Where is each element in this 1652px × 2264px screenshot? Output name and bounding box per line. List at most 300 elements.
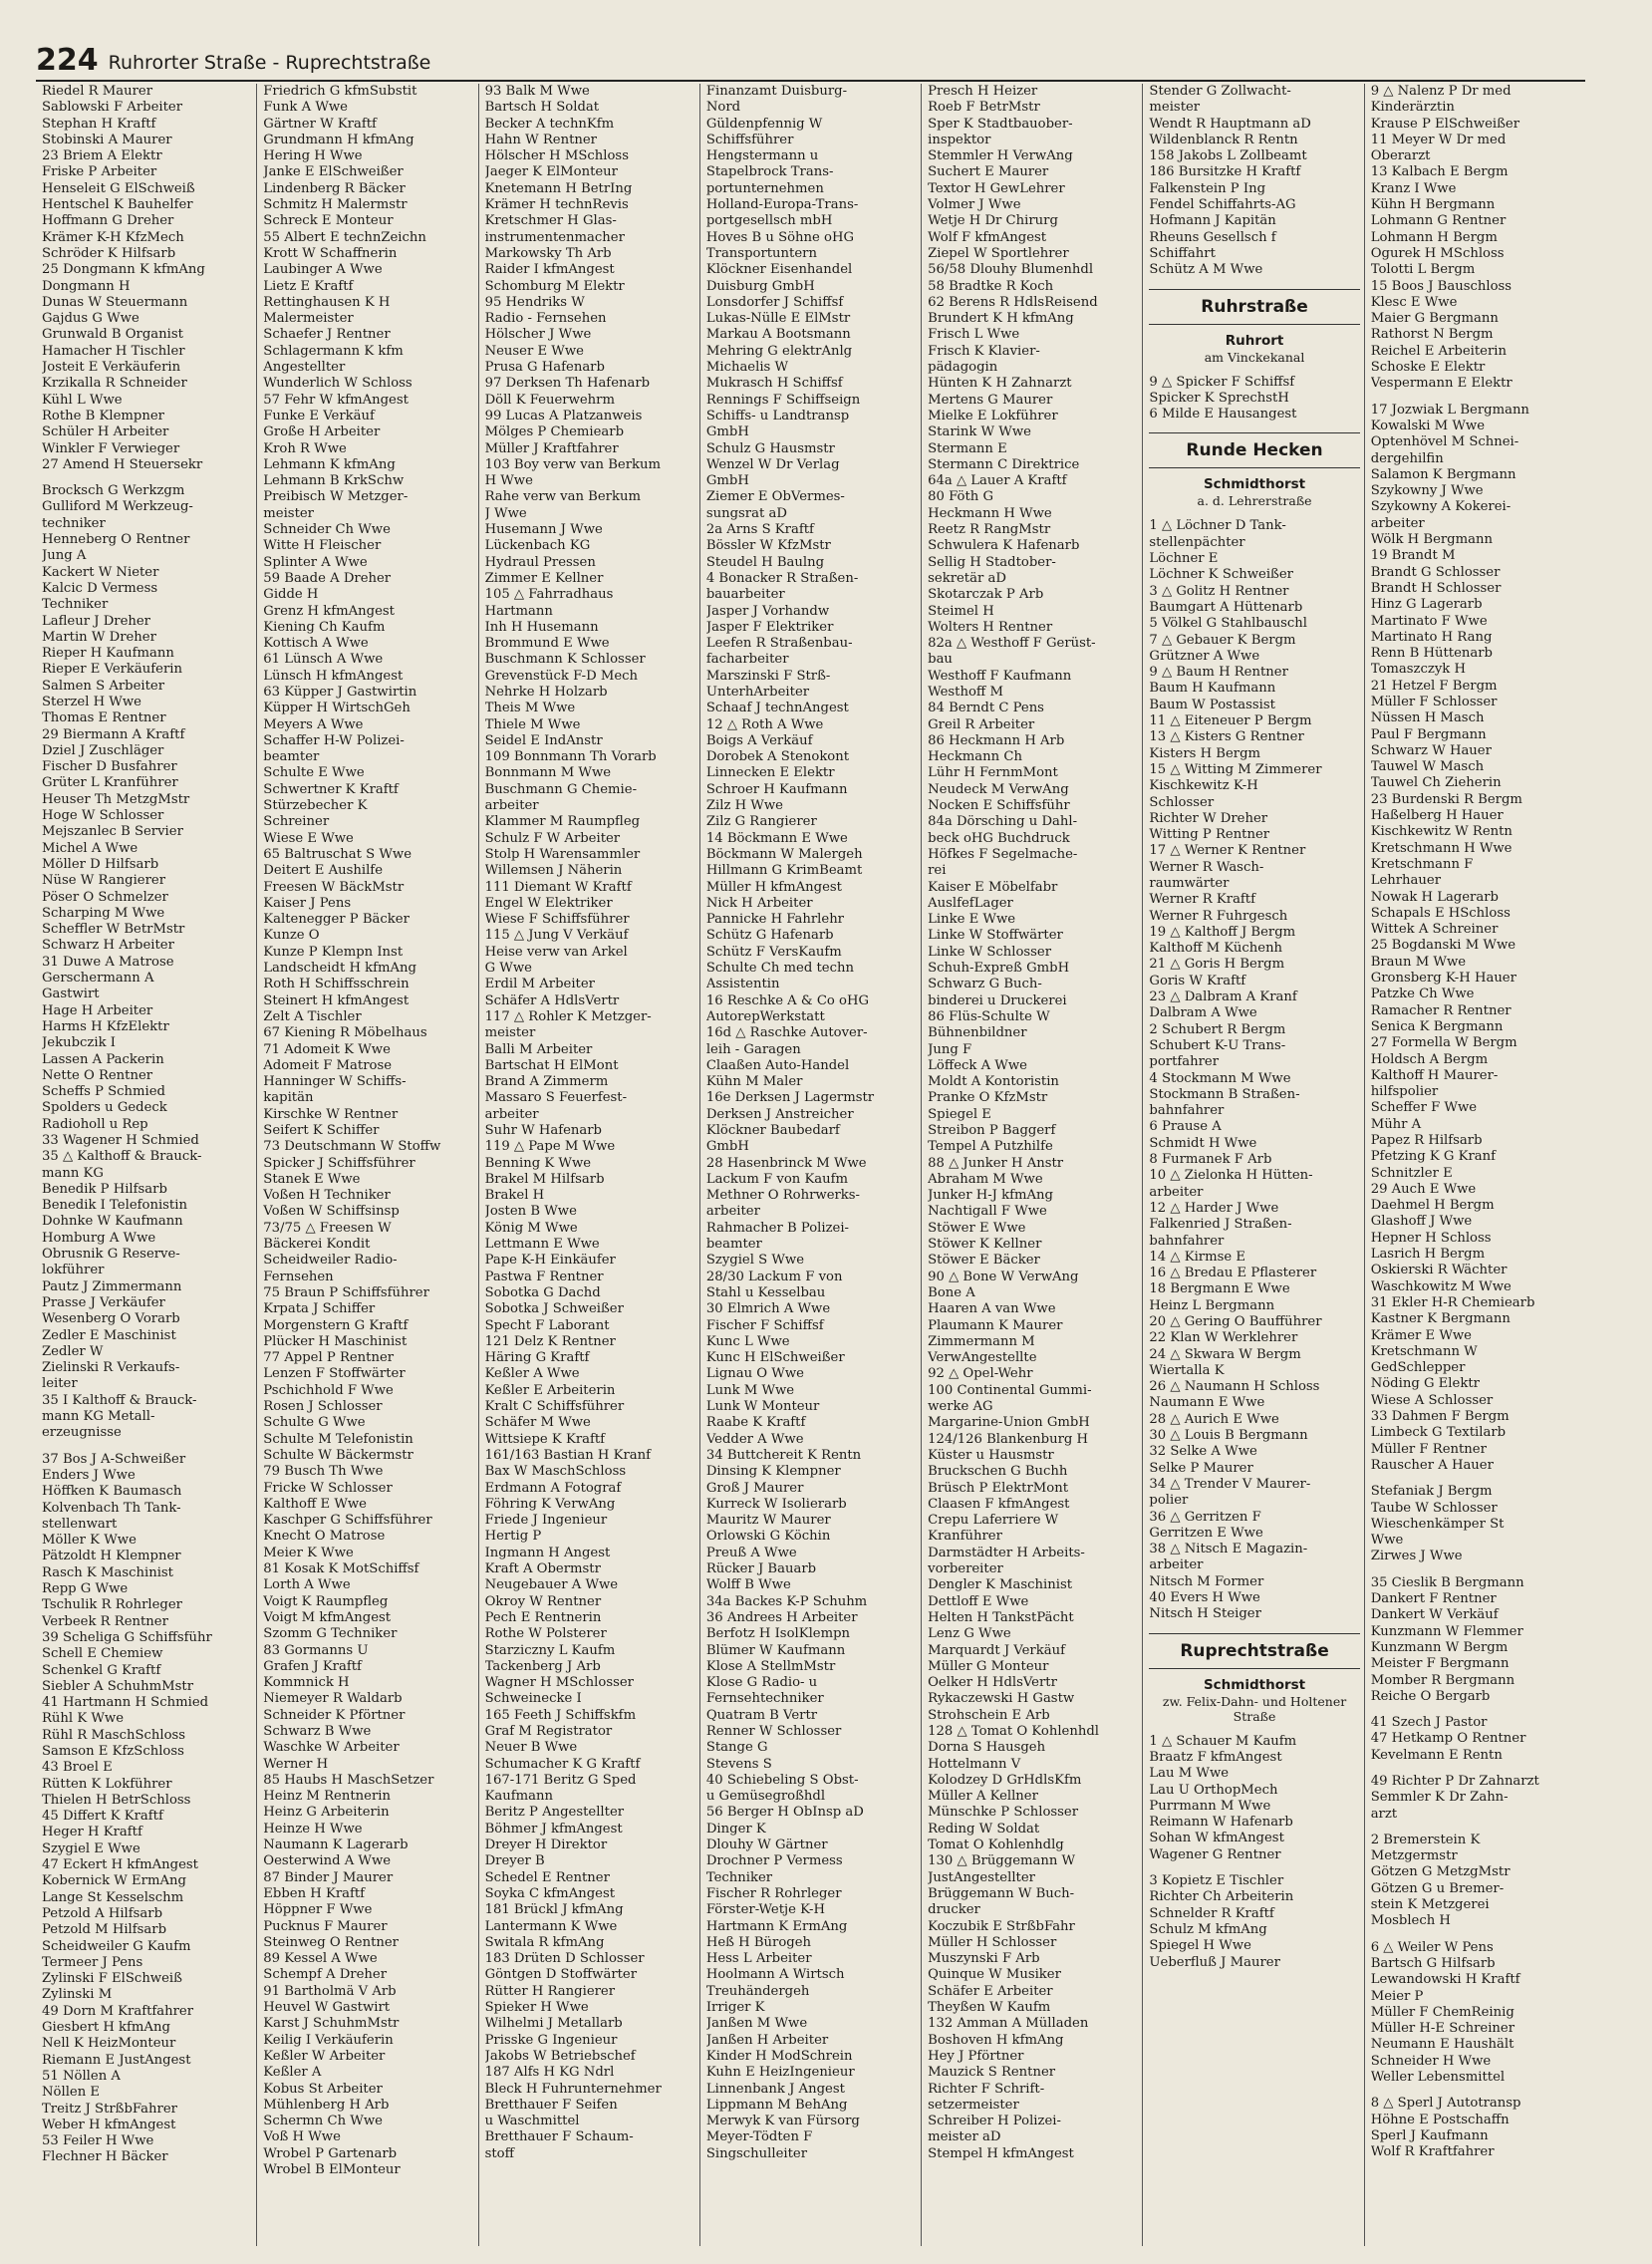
directory-entry: Jung F: [928, 1041, 972, 1057]
directory-entry: Zirwes J Wwe: [1370, 1549, 1463, 1564]
directory-entry: 12 △ Harder J Wwe: [1149, 1200, 1279, 1216]
directory-entry: 86 Heckmann H Arb: [928, 732, 1065, 748]
directory-entry: Szykowny A Kokerei-: [1370, 499, 1512, 515]
directory-entry: Fischer R Rohrleger: [705, 1885, 842, 1901]
directory-entry: Braatz F kfmAngest: [1149, 1749, 1282, 1765]
directory-entry: stein K Metzgerei: [1370, 1897, 1490, 1913]
directory-entry: Markowsky Th Arb: [484, 245, 612, 261]
directory-entry: Höfkes F Segelmache-: [928, 846, 1078, 862]
directory-entry: 19 △ Kalthoff J Bergm: [1149, 924, 1296, 940]
directory-entry: Westhoff F Kaufmann: [928, 668, 1072, 684]
directory-entry: Wittek A Schreiner: [1370, 922, 1499, 938]
directory-entry: Klammer M Raumpfleg: [484, 814, 641, 830]
directory-entry: 92 △ Opel-Wehr: [928, 1366, 1033, 1382]
directory-entry: Schaaf J technAngest: [705, 701, 849, 716]
directory-entry: Abraham M Wwe: [928, 1171, 1043, 1187]
directory-entry: bahnfahrer: [1149, 1103, 1225, 1119]
directory-entry: Klose G Radio- u: [705, 1675, 818, 1691]
directory-entry: Meier K Wwe: [263, 1545, 354, 1560]
directory-entry: arbeiter: [1370, 515, 1425, 531]
directory-entry: Steimel H: [928, 603, 994, 619]
directory-entry: Zylinski M: [42, 1987, 113, 2003]
directory-entry: 31 Ekler H-R Chemiearb: [1370, 1294, 1535, 1310]
directory-entry: Landscheidt H kfmAng: [263, 961, 416, 977]
directory-entry: Stempel H kfmAngest: [928, 2145, 1074, 2161]
directory-entry: Adomeit F Matrose: [263, 1057, 393, 1073]
directory-entry: Heinze H Wwe: [263, 1821, 363, 1837]
directory-entry: Keilig I Verkäuferin: [263, 2032, 394, 2048]
directory-entry: Lindenberg R Bäcker: [263, 180, 406, 196]
directory-entry: Schuh-Expreß GmbH: [928, 961, 1070, 977]
directory-entry: meister: [484, 1025, 536, 1041]
street-heading: Ruprechtstraße: [1149, 1633, 1359, 1669]
directory-entry: Keßler A Wwe: [484, 1366, 580, 1382]
directory-entry: Böhmer J kfmAngest: [484, 1821, 623, 1837]
directory-entry: 99 Lucas A Platzanweis: [484, 408, 643, 424]
directory-entry: Graf M Registrator: [484, 1723, 613, 1739]
directory-entry: Pschichhold F Wwe: [263, 1382, 394, 1398]
directory-entry: Krpata J Schiffer: [263, 1301, 376, 1317]
directory-entry: Morgenstern G Kraftf: [263, 1317, 409, 1333]
directory-entry: 14 Böckmann E Wwe: [705, 830, 848, 846]
directory-entry: Voßen H Techniker: [263, 1188, 391, 1204]
directory-entry: mann KG: [42, 1165, 104, 1181]
directory-entry: beck oHG Buchdruck: [928, 830, 1070, 846]
directory-entry: Raider I kfmAngest: [484, 262, 615, 278]
directory-entry: Voigt K Raumpfleg: [263, 1593, 389, 1609]
directory-entry: Methner O Rohrwerks-: [705, 1188, 861, 1204]
directory-entry: Mölges P Chemiearb: [484, 424, 625, 440]
directory-entry: 167-171 Beritz G Sped: [484, 1772, 637, 1788]
directory-entry: Lantermann K Wwe: [484, 1918, 618, 1934]
directory-entry: Schreiber H Polizei-: [928, 2114, 1061, 2129]
directory-entry: Klesc E Wwe: [1370, 294, 1458, 310]
directory-entry: Jung A: [42, 548, 87, 564]
directory-entry: Dengler K Maschinist: [928, 1577, 1073, 1593]
directory-entry: Salmen S Arbeiter: [42, 678, 165, 694]
directory-entry: Schreck E Monteur: [263, 213, 394, 229]
directory-entry: Engel W Elektriker: [484, 895, 613, 911]
directory-entry: 59 Baade A Dreher: [263, 570, 392, 586]
directory-entry: Keßler E Arbeiterin: [484, 1382, 616, 1398]
directory-entry: Rauscher A Hauer: [1370, 1457, 1494, 1473]
directory-entry: 57 Fehr W kfmAngest: [263, 392, 409, 408]
directory-entry: 124/126 Blankenburg H: [928, 1431, 1089, 1447]
directory-entry: raumwärter: [1149, 875, 1230, 891]
directory-entry: Wieschenkämper St: [1370, 1516, 1505, 1532]
directory-entry: Strohschein E Arb: [928, 1707, 1050, 1723]
directory-entry: Papez R Hilfsarb: [1370, 1133, 1483, 1148]
directory-entry: Schulz M kfmAng: [1149, 1921, 1267, 1937]
directory-entry: Müller A Kellner: [928, 1789, 1038, 1805]
directory-entry: Tolotti L Bergm: [1370, 262, 1476, 278]
directory-column-3: [479, 84, 700, 2246]
directory-entry: 81 Kosak K MotSchiffsf: [263, 1561, 419, 1577]
directory-entry: Lückenbach KG: [484, 538, 591, 554]
directory-entry: Rahmacher B Polizei-: [705, 1220, 850, 1236]
directory-entry: Wesenberg O Vorarb: [42, 1311, 180, 1327]
directory-entry: 183 Drüten D Schlosser: [484, 1951, 645, 1967]
directory-entry: Rahe verw van Berkum: [484, 489, 641, 505]
directory-entry: Grützner A Wwe: [1149, 648, 1260, 664]
directory-entry: 29 Auch E Wwe: [1370, 1181, 1477, 1197]
directory-entry: Voß H Wwe: [263, 2129, 341, 2145]
directory-entry: 7 △ Gebauer K Bergm: [1149, 632, 1296, 648]
directory-entry: Sterzel H Wwe: [42, 694, 141, 709]
directory-entry: Spiegel E: [928, 1106, 991, 1122]
district-name: Ruhrort: [1225, 332, 1284, 349]
directory-entry: Grafen J Kraftf: [263, 1658, 362, 1674]
directory-entry: dergehilfin: [1370, 450, 1444, 466]
directory-entry: 6 Prause A: [1149, 1119, 1222, 1135]
directory-entry: Küpper H WirtschGeh: [263, 701, 411, 716]
directory-entry: 95 Hendriks W: [484, 294, 585, 310]
directory-entry: Hölscher J Wwe: [484, 327, 592, 343]
directory-entry: Mertens G Maurer: [928, 392, 1053, 408]
directory-entry: Wetje H Dr Chirurg: [928, 213, 1058, 229]
directory-entry: Nitsch M Former: [1149, 1573, 1264, 1589]
directory-entry: Kaltenegger P Bäcker: [263, 912, 410, 928]
directory-entry: Berfotz H IsolKlempn: [705, 1626, 851, 1642]
directory-entry: 17 Jozwiak L Bergmann: [1370, 402, 1529, 418]
directory-entry: Ziepel W Sportlehrer: [928, 245, 1069, 261]
directory-entry: Mosblech H: [1370, 1913, 1451, 1929]
directory-entry: Pöser O Schmelzer: [42, 889, 168, 905]
directory-entry: stellenpächter: [1149, 534, 1245, 550]
directory-entry: 28/30 Lackum F von: [705, 1269, 843, 1284]
directory-entry: Textor H GewLehrer: [928, 180, 1065, 196]
directory-entry: 187 Alfs H KG Ndrl: [484, 2065, 615, 2081]
directory-entry: Wildenblanck R Rentn: [1149, 132, 1298, 147]
directory-entry: Kowalski M Wwe: [1370, 418, 1486, 433]
directory-entry: Ingmann H Angest: [484, 1545, 611, 1560]
directory-entry: 24 △ Skwara W Bergm: [1149, 1346, 1301, 1362]
directory-entry: Irriger K: [705, 2000, 765, 2016]
directory-entry: Kretschmann H Wwe: [1370, 840, 1513, 856]
directory-entry: Rosen J Schlosser: [263, 1399, 383, 1415]
directory-entry: stellenwart: [42, 1516, 118, 1532]
directory-entry: Kunc H ElSchweißer: [705, 1350, 845, 1366]
directory-entry: Okroy W Rentner: [484, 1593, 602, 1609]
directory-entry: Mühlenberg H Arb: [263, 2097, 390, 2113]
directory-entry: Lukas-Nülle E ElMstr: [705, 311, 851, 327]
directory-entry: Kalcic D Vermess: [42, 580, 158, 596]
district-location: zw. Felix-Dahn- und Holtener Straße: [1162, 1693, 1347, 1724]
directory-entry: Haßelberg H Hauer: [1370, 808, 1504, 824]
directory-entry: Kranführer: [928, 1529, 1002, 1545]
directory-entry: leiter: [42, 1376, 78, 1392]
directory-entry: Nick H Arbeiter: [705, 895, 813, 911]
directory-entry: Siebler A SchuhmMstr: [42, 1678, 194, 1694]
directory-entry: Pranke O KfzMstr: [928, 1090, 1048, 1106]
directory-entry: Spolders u Gedeck: [42, 1100, 167, 1116]
directory-entry: Heinz L Bergmann: [1149, 1297, 1275, 1313]
directory-entry: Wrobel P Gartenarb: [263, 2145, 398, 2161]
directory-entry: Nitsch H Steiger: [1149, 1606, 1261, 1622]
directory-entry: Martinato H Rang: [1370, 629, 1493, 645]
directory-entry: Klose A StellmMstr: [705, 1658, 836, 1674]
directory-entry: Frisch L Wwe: [928, 327, 1020, 343]
directory-entry: Boshoven H kfmAng: [928, 2032, 1064, 2048]
directory-entry: vorbereiter: [928, 1561, 1003, 1577]
directory-entry: Scheffer F Wwe: [1370, 1100, 1478, 1116]
directory-entry: Switala R kfmAng: [484, 1934, 605, 1950]
directory-entry: hilfspolier: [1370, 1084, 1439, 1100]
directory-entry: Transportuntern: [705, 245, 817, 261]
directory-entry: Renner W Schlosser: [705, 1723, 842, 1739]
directory-entry: Schoske E Elektr: [1370, 360, 1486, 376]
directory-entry: Krott W Schaffnerin: [263, 245, 398, 261]
directory-entry: Schulz F W Arbeiter: [484, 830, 621, 846]
directory-entry: Brüggemann W Buch-: [928, 1885, 1075, 1901]
directory-entry: Kranz I Wwe: [1370, 180, 1457, 196]
directory-entry: Lettmann E Wwe: [484, 1237, 600, 1253]
directory-entry: Lafleur J Dreher: [42, 613, 150, 629]
directory-entry: Fricke W Schlosser: [263, 1480, 393, 1496]
directory-entry: Finanzamt Duisburg-: [705, 84, 848, 99]
directory-entry: 35 Cieslik B Bergmann: [1370, 1574, 1524, 1590]
directory-entry: Mukrasch H Schiffsf: [705, 376, 843, 392]
directory-entry: 37 Bos J A-Schweißer: [42, 1451, 186, 1467]
directory-entry: portfahrer: [1149, 1054, 1220, 1070]
directory-entry: 27 Amend H Steuersekr: [42, 456, 203, 472]
directory-entry: Baumgart A Hüttenarb: [1149, 599, 1303, 615]
directory-entry: Heß H Bürogeh: [705, 1934, 812, 1950]
directory-entry: Rothe W Polsterer: [484, 1626, 607, 1642]
directory-entry: Hamacher H Tischler: [42, 343, 185, 359]
directory-entry: 3 Kopietz E Tischler: [1149, 1873, 1284, 1889]
directory-entry: Starziczny L Kaufm: [484, 1642, 616, 1658]
directory-entry: Kroh R Wwe: [263, 440, 347, 456]
directory-entry: polier: [1149, 1493, 1189, 1509]
directory-entry: 39 Scheliga G Schiffsführ: [42, 1629, 212, 1645]
directory-entry: Petzold A Hilfsarb: [42, 1905, 163, 1921]
directory-entry: Preuß A Wwe: [705, 1545, 797, 1560]
directory-entry: Stahl u Kesselbau: [705, 1284, 826, 1300]
directory-entry: Schäfer A HdlsVertr: [484, 992, 620, 1008]
directory-entry: Kuhn E HeizIngenieur: [705, 2065, 855, 2081]
directory-entry: Lackum F von Kaufm: [705, 1171, 849, 1187]
directory-entry: UnterhArbeiter: [705, 684, 810, 700]
directory-entry: Kobernick W ErmAng: [42, 1873, 186, 1889]
directory-entry: Reimann W Hafenarb: [1149, 1815, 1293, 1831]
directory-entry: Reichel E Arbeiterin: [1370, 343, 1507, 359]
directory-entry: 23 △ Dalbram A Kranf: [1149, 990, 1297, 1005]
directory-entry: Renn B Hüttenarb: [1370, 646, 1493, 662]
directory-entry: Schäfer M Wwe: [484, 1415, 591, 1431]
directory-entry: Fischer D Busfahrer: [42, 759, 177, 775]
directory-entry: 62 Berens R HdlsReisend: [928, 294, 1098, 310]
directory-entry: portgesellsch mbH: [705, 213, 833, 229]
directory-entry: Buschmann K Schlosser: [484, 652, 646, 668]
directory-entry: arzt: [1370, 1806, 1398, 1822]
street-heading: Runde Hecken: [1149, 432, 1359, 468]
directory-entry: Holdsch A Bergm: [1370, 1051, 1489, 1067]
directory-entry: Baum W Postassist: [1149, 697, 1275, 712]
directory-entry: 85 Haubs H MaschSetzer: [263, 1772, 434, 1788]
directory-entry: Schwarz H Arbeiter: [42, 938, 174, 954]
directory-entry: 79 Busch Th Wwe: [263, 1464, 384, 1480]
directory-entry: Zylinski F ElSchweiß: [42, 1971, 182, 1987]
directory-entry: meister aD: [928, 2129, 1001, 2145]
directory-entry: Presch H Heizer: [928, 84, 1038, 99]
directory-entry: Rathorst N Bergm: [1370, 327, 1494, 343]
directory-entry: 84 Berndt C Pens: [928, 701, 1044, 716]
directory-entry: GmbH: [705, 424, 749, 440]
directory-entry: 45 Differt K Kraftf: [42, 1809, 163, 1825]
directory-entry: 35 △ Kalthoff & Brauck-: [42, 1149, 202, 1165]
directory-entry: Schwulera K Hafenarb: [928, 538, 1080, 554]
directory-entry: Müller H Schlosser: [928, 1934, 1057, 1950]
directory-entry: Lange St Kesselschm: [42, 1889, 184, 1905]
directory-entry: Niemeyer R Waldarb: [263, 1691, 403, 1707]
directory-entry: Junker H-J kfmAng: [928, 1188, 1053, 1204]
directory-entry: Moldt A Kontoristin: [928, 1074, 1059, 1090]
directory-entry: Reetz R RangMstr: [928, 522, 1051, 538]
directory-entry: Wolff B Wwe: [705, 1577, 791, 1593]
directory-entry: sekretär aD: [928, 570, 1006, 586]
directory-entry: 49 Richter P Dr Zahnarzt: [1370, 1773, 1539, 1789]
directory-entry: Dreyer B: [484, 1853, 545, 1869]
directory-entry: Linnenbank J Angest: [705, 2081, 845, 2097]
directory-entry: 9 △ Nalenz P Dr med: [1370, 84, 1512, 99]
directory-entry: Lühr H FernmMont: [928, 765, 1058, 781]
directory-entry: 6 △ Weiler W Pens: [1370, 1939, 1494, 1955]
directory-entry: 29 Biermann A Kraftf: [42, 726, 185, 742]
directory-entry: Kischkewitz W Rentn: [1370, 824, 1513, 840]
directory-entry: Blümer W Kaufmann: [705, 1642, 846, 1658]
directory-entry: Naumann E Wwe: [1149, 1395, 1265, 1411]
entry-gap: [1371, 1474, 1581, 1484]
directory-entry: J Wwe: [484, 505, 527, 521]
directory-entry: 10 △ Zielonka H Hütten-: [1149, 1168, 1313, 1184]
directory-entry: Semmler K Dr Zahn-: [1370, 1790, 1509, 1806]
directory-entry: Rasch K Maschinist: [42, 1564, 173, 1580]
directory-entry: Angestellter: [263, 360, 346, 376]
directory-entry: Becker A technKfm: [484, 116, 615, 132]
directory-entry: Heinz G Arbeiterin: [263, 1805, 390, 1821]
directory-entry: Jakobs W Betriebschef: [484, 2048, 636, 2064]
directory-entry: Brommund E Wwe: [484, 636, 610, 652]
directory-entry: Rücker J Bauarb: [705, 1561, 817, 1577]
directory-entry: Schaffer H-W Polizei-: [263, 732, 405, 748]
directory-entry: Maier G Bergmann: [1370, 311, 1499, 327]
directory-entry: Ebben H Kraftf: [263, 1885, 366, 1901]
directory-entry: Benedik P Hilfsarb: [42, 1181, 167, 1197]
directory-entry: Gerschermann A: [42, 971, 154, 987]
directory-entry: Mielke E Lokführer: [928, 408, 1058, 424]
directory-entry: Zilz H Wwe: [705, 798, 783, 814]
directory-entry: 55 Albert E technZeichn: [263, 229, 426, 245]
directory-entry: meister: [1149, 100, 1201, 116]
directory-entry: Westhoff M: [928, 684, 1003, 700]
directory-entry: Naumann K Lagerarb: [263, 1838, 409, 1853]
directory-entry: Schmidt H Wwe: [1149, 1135, 1257, 1151]
directory-entry: Limbeck G Textilarb: [1370, 1425, 1507, 1441]
directory-entry: arbeiter: [705, 1204, 760, 1220]
directory-entry: Tschulik R Rohrleger: [42, 1597, 182, 1613]
directory-entry: Wagener G Rentner: [1149, 1846, 1281, 1862]
directory-entry: 65 Baltruschat S Wwe: [263, 846, 412, 862]
directory-entry: Gerritzen E Wwe: [1149, 1525, 1263, 1541]
directory-entry: Krause P ElSchweißer: [1370, 116, 1520, 132]
directory-entry: Göntgen D Stoffwärter: [484, 1967, 638, 1983]
directory-entry: Marquardt J Verkäuf: [928, 1642, 1065, 1658]
directory-entry: Schwarz B Wwe: [263, 1723, 372, 1739]
directory-entry: Rennings F Schiffseign: [705, 392, 861, 408]
directory-entry: 28 Hasenbrinck M Wwe: [705, 1155, 867, 1171]
directory-entry: Pätzoldt H Klempner: [42, 1549, 181, 1564]
directory-entry: Waschkowitz M Wwe: [1370, 1278, 1512, 1294]
directory-entry: Lau U OrthopMech: [1149, 1782, 1278, 1798]
directory-entry: Schomburg M Elektr: [484, 278, 625, 294]
directory-entry: 40 Schiebeling S Obst-: [705, 1772, 859, 1788]
directory-entry: Höhne E Postschaffn: [1370, 2112, 1510, 2127]
directory-entry: Steinert H kfmAngest: [263, 992, 410, 1008]
directory-entry: Karst J SchuhmMstr: [263, 2016, 400, 2032]
directory-entry: Rütten K Lokführer: [42, 1776, 172, 1792]
directory-entry: Janßen M Wwe: [705, 2016, 808, 2032]
directory-entry: Schiffs- u Landtransp: [705, 408, 850, 424]
directory-entry: 61 Lünsch A Wwe: [263, 652, 384, 668]
directory-entry: Bäckerei Kondit: [263, 1237, 371, 1253]
directory-entry: Kraft A Obermstr: [484, 1561, 601, 1577]
directory-entry: Knecht O Matrose: [263, 1529, 386, 1545]
directory-entry: Stermann E: [928, 440, 1007, 456]
directory-entry: Kaiser E Möbelfabr: [928, 879, 1058, 895]
directory-entry: 6 Milde E Hausangest: [1149, 407, 1297, 423]
directory-entry: Tauwel Ch Zieherin: [1370, 775, 1502, 791]
directory-entry: Hengstermann u: [705, 148, 819, 164]
directory-entry: Starink W Wwe: [928, 424, 1031, 440]
directory-entry: Mejszanlec B Servier: [42, 824, 183, 840]
directory-entry: Pfetzing K G Kranf: [1370, 1149, 1497, 1165]
directory-entry: Jasper F Elektriker: [705, 619, 834, 635]
directory-entry: Wagner H MSchlosser: [484, 1675, 634, 1691]
directory-entry: 161/163 Bastian H Kranf: [484, 1447, 652, 1463]
directory-entry: Kaufmann: [484, 1789, 554, 1805]
directory-entry: Groß J Maurer: [705, 1480, 804, 1496]
directory-entry: Keßler A: [263, 2065, 322, 2081]
directory-entry: Hoves B u Söhne oHG: [705, 229, 854, 245]
directory-entry: Hölscher H MSchloss: [484, 148, 629, 164]
directory-entry: Schwarz W Hauer: [1370, 742, 1492, 758]
directory-entry: Spicker J Schiffsführer: [263, 1155, 415, 1171]
directory-entry: Krämer E Wwe: [1370, 1327, 1472, 1343]
directory-entry: Brandt G Schlosser: [1370, 564, 1501, 580]
directory-entry: Salamon K Bergmann: [1370, 466, 1516, 482]
directory-entry: Vespermann E Elektr: [1370, 376, 1513, 392]
directory-entry: stoff: [484, 2145, 514, 2161]
directory-entry: 4 Bonacker R Straßen-: [705, 570, 859, 586]
directory-entry: Lehmann K kfmAng: [263, 456, 396, 472]
directory-entry: Petzold M Hilfsarb: [42, 1922, 167, 1938]
directory-entry: Kalthoff H Maurer-: [1370, 1067, 1499, 1083]
directory-entry: 105 △ Fahrradhaus: [484, 587, 614, 603]
directory-entry: Nocken E Schiffsführ: [928, 798, 1070, 814]
directory-entry: Meier P: [1370, 1988, 1424, 2004]
directory-entry: Höppner F Wwe: [263, 1902, 373, 1918]
directory-entry: Radio - Fernsehen: [484, 311, 607, 327]
directory-entry: Wiese F Schiffsführer: [484, 912, 630, 928]
directory-entry: Hanninger W Schiffs-: [263, 1074, 407, 1090]
directory-entry: Henseleit G ElSchweiß: [42, 180, 195, 196]
directory-entry: Bartsch H Soldat: [484, 100, 600, 116]
directory-entry: Kischkewitz K-H: [1149, 778, 1258, 794]
directory-entry: Dorna S Hausgeh: [928, 1740, 1046, 1756]
directory-entry: Scharping M Wwe: [42, 905, 165, 921]
directory-entry: Rütter H Rangierer: [484, 1983, 616, 1999]
